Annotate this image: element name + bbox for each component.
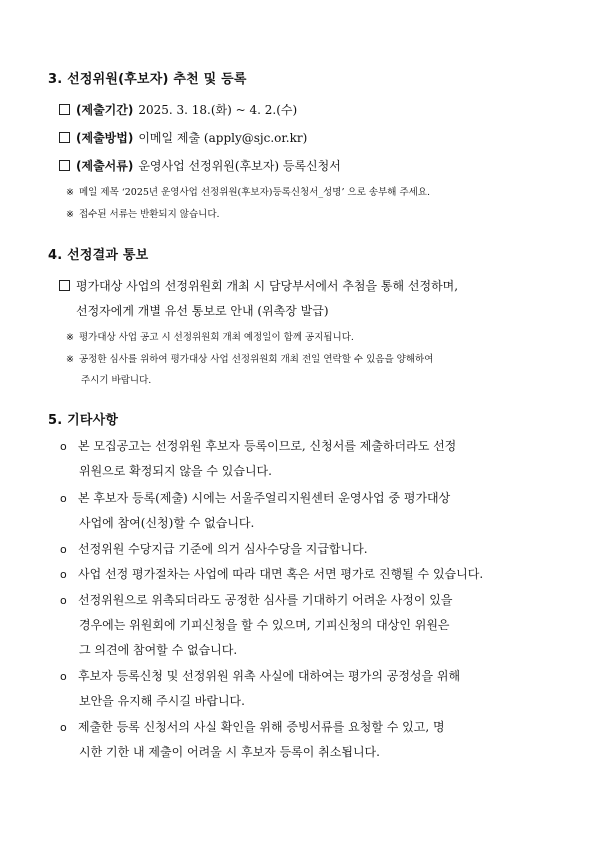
list-item bbox=[60, 591, 452, 608]
reference-mark-icon: ※ bbox=[66, 332, 74, 343]
list-item-text: 선정위원으로 위촉되더라도 공정한 심사를 기대하기 어려운 사정이 있을 bbox=[78, 593, 453, 607]
note-text: 접수된 서류는 반환되지 않습니다. bbox=[78, 209, 220, 220]
section-3-note bbox=[66, 206, 220, 220]
list-item-cont: 위원으로 확정되지 않을 수 있습니다. bbox=[79, 464, 272, 478]
reference-mark-icon: ※ bbox=[66, 209, 74, 220]
list-item-text: 본 후보자 등록(제출) 시에는 서울주얼리지원센터 운영사업 중 평가대상 bbox=[78, 491, 451, 505]
list-item bbox=[60, 489, 450, 506]
section-4-heading: 4. 선정결과 통보 bbox=[48, 248, 149, 263]
list-item-cont: 경우에는 위원회에 기피신청을 할 수 있으며, 기피신청의 대상인 위원은 bbox=[79, 618, 450, 632]
submission-method-item bbox=[59, 129, 307, 146]
list-item bbox=[60, 437, 456, 454]
section-4-note bbox=[66, 351, 433, 365]
bullet-icon: o bbox=[60, 721, 67, 734]
item-label: (제출방법) bbox=[76, 131, 134, 145]
section-3-note bbox=[66, 184, 430, 198]
list-item bbox=[60, 565, 483, 582]
section-5-heading: 5. 기타사항 bbox=[48, 413, 119, 428]
bullet-icon: o bbox=[60, 670, 67, 683]
list-item-cont: 시한 기한 내 제출이 어려울 시 후보자 등록이 취소됩니다. bbox=[79, 745, 380, 759]
item-text: 이메일 제출 (apply@sjc.or.kr) bbox=[138, 131, 308, 145]
section-4-note bbox=[66, 329, 354, 343]
list-item-cont: 보안을 유지해 주시길 바랍니다. bbox=[79, 694, 245, 708]
item-label: (제출기간) bbox=[76, 103, 134, 117]
bullet-icon: o bbox=[60, 594, 67, 607]
note-text: 공정한 심사를 위하여 평가대상 사업 선정위원회 개최 전일 연락할 수 있음을 양해하여 bbox=[78, 354, 434, 365]
bullet-icon: o bbox=[60, 568, 67, 581]
list-item-cont: 사업에 참여(신청)할 수 없습니다. bbox=[79, 516, 255, 530]
list-item-text: 후보자 등록신청 및 선정위원 위촉 사실에 대하여는 평가의 공정성을 위해 bbox=[78, 669, 461, 683]
reference-mark-icon: ※ bbox=[66, 187, 74, 198]
item-text: 운영사업 선정위원(후보자) 등록신청서 bbox=[138, 159, 341, 173]
submission-period-item bbox=[59, 101, 297, 118]
item-label: (제출서류) bbox=[76, 159, 134, 173]
bullet-icon: o bbox=[60, 492, 67, 505]
section-3-heading: 3. 선정위원(후보자) 추천 및 등록 bbox=[48, 72, 247, 87]
list-item-text: 선정위원 수당지급 기준에 의거 심사수당을 지급합니다. bbox=[78, 542, 368, 556]
checkbox-icon bbox=[59, 104, 70, 115]
bullet-icon: o bbox=[60, 440, 67, 453]
result-notice-item-cont: 선정자에게 개별 유선 통보로 안내 (위촉장 발급) bbox=[76, 304, 329, 318]
note-text: 평가대상 사업 공고 시 선정위원회 개최 예정일이 함께 공지됩니다. bbox=[78, 332, 354, 343]
list-item-text: 본 모집공고는 선정위원 후보자 등록이므로, 신청서를 제출하더라도 선정 bbox=[78, 439, 457, 453]
list-item-text: 사업 선정 평가절차는 사업에 따라 대면 혹은 서면 평가로 진행될 수 있습니다. bbox=[78, 567, 484, 581]
checkbox-icon bbox=[59, 280, 70, 291]
list-item-cont: 그 의견에 참여할 수 없습니다. bbox=[79, 643, 238, 657]
section-4-note-cont: 주시기 바랍니다. bbox=[81, 375, 152, 386]
item-text: 평가대상 사업의 선정위원회 개최 시 담당부서에서 추첨을 통해 선정하며, bbox=[76, 279, 459, 293]
result-notice-item bbox=[59, 277, 458, 294]
list-item bbox=[60, 540, 368, 557]
checkbox-icon bbox=[59, 132, 70, 143]
item-text: 2025. 3. 18.(화) ~ 4. 2.(수) bbox=[138, 103, 298, 117]
reference-mark-icon: ※ bbox=[66, 354, 74, 365]
submission-documents-item bbox=[59, 157, 341, 174]
checkbox-icon bbox=[59, 160, 70, 171]
list-item bbox=[60, 718, 445, 735]
list-item-text: 제출한 등록 신청서의 사실 확인을 위해 증빙서류를 요청할 수 있고, 명 bbox=[78, 720, 445, 734]
note-text: 메일 제목 ‘2025년 운영사업 선정위원(후보자)등록신청서_성명’ 으로 송부해 주세요. bbox=[78, 187, 430, 198]
bullet-icon: o bbox=[60, 543, 67, 556]
list-item bbox=[60, 667, 460, 684]
